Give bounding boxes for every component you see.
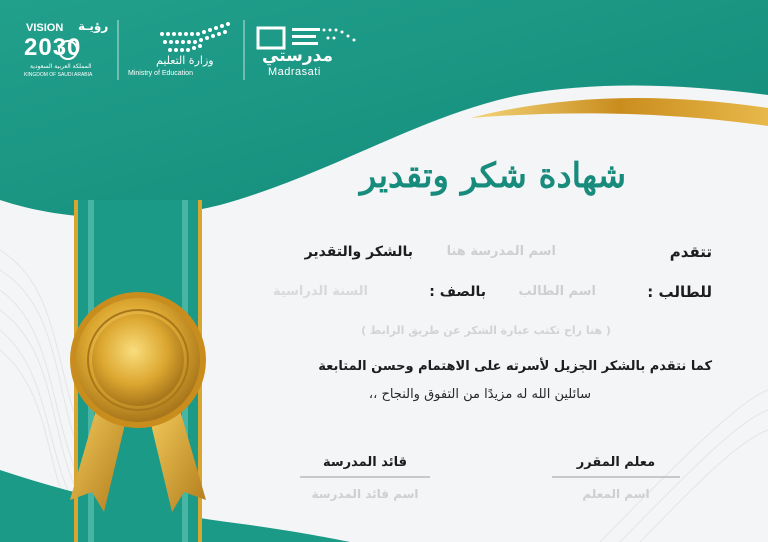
school-name-placeholder: اسم المدرسة هنا bbox=[446, 244, 556, 259]
madrasati-latin: Madrasati bbox=[268, 66, 321, 78]
gold-medal bbox=[70, 292, 206, 428]
vision-arabic-word: رؤيـة bbox=[78, 19, 109, 33]
principal-title: قائد المدرسة bbox=[322, 455, 408, 470]
line2-lead: للطالب : bbox=[647, 283, 712, 301]
school-year-placeholder: السنة الدراسية bbox=[272, 284, 368, 299]
line1-lead: تتقدم bbox=[669, 243, 712, 261]
thanks-phrase-placeholder: ( هنا راح تكتب عبارة الشكر عن طريق الرابط ) bbox=[361, 324, 611, 337]
vision-word: VISION bbox=[26, 22, 64, 34]
vision-year: 2030 bbox=[24, 34, 82, 61]
body-line-1: كما نتقدم بالشكر الجزيل لأسرته على الاهتمام وحسن المتابعة bbox=[318, 359, 712, 374]
madrasati-arabic: مدرستي bbox=[262, 46, 333, 66]
ministry-english: Ministry of Education bbox=[128, 70, 193, 77]
body-line-2: سائلين الله له مزيدًا من التفوق والنجاح ،، bbox=[368, 387, 592, 402]
class-label: بالصف : bbox=[429, 284, 486, 300]
line1-tail: بالشكر والتقدير bbox=[304, 244, 413, 260]
teacher-title: معلم المقرر bbox=[576, 455, 656, 470]
vision-english-sub: KINGDOM OF SAUDI ARABIA bbox=[24, 72, 93, 78]
certificate-title: شهادة شكر وتقدير bbox=[359, 156, 627, 196]
principal-name-placeholder: اسم قائد المدرسة bbox=[311, 487, 419, 501]
vision-arabic-sub: المملكة العربية السعودية bbox=[30, 63, 92, 70]
teacher-name-placeholder: اسم المعلم bbox=[582, 487, 650, 501]
ministry-arabic: وزارة التعليم bbox=[156, 54, 214, 67]
student-name-placeholder: اسم الطالب bbox=[518, 284, 596, 299]
